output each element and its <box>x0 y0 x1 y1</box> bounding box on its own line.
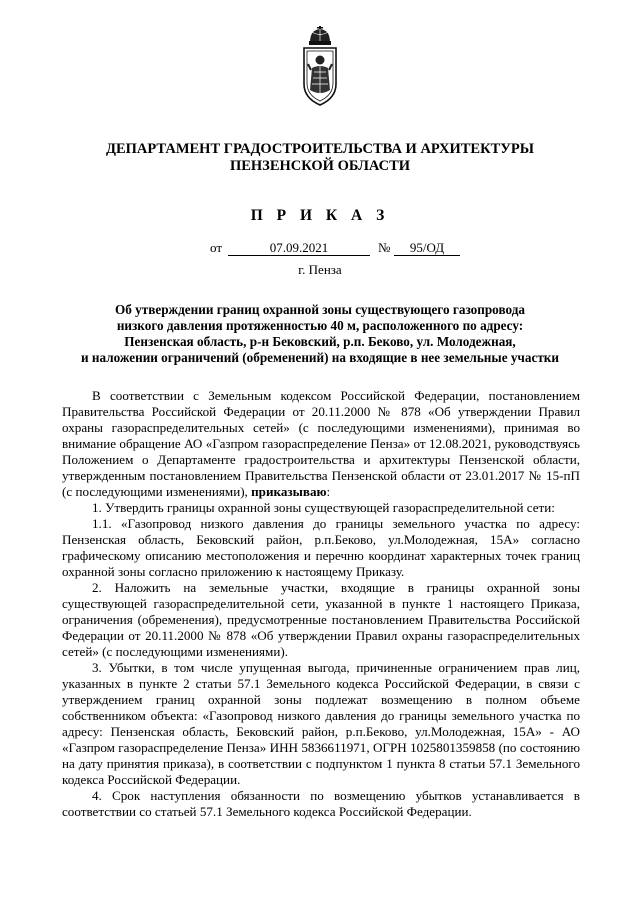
department-name-line2: ПЕНЗЕНСКОЙ ОБЛАСТИ <box>229 158 411 174</box>
subject-line4: и наложении ограничений (обременений) на входящие в нее земельные участки <box>80 350 559 365</box>
subject-line2: низкого давления протяженностью 40 м, расположенного по адресу: <box>116 318 524 333</box>
order-date: 07.09.2021 <box>228 240 370 256</box>
number-label: № <box>378 240 391 255</box>
coat-of-arms-icon <box>298 26 342 108</box>
subject-line3: Пензенская область, р-н Бековский, р.п. Беково, ул. Молодежная, <box>124 334 516 349</box>
order-subject <box>60 302 580 366</box>
document-type-title: П Р И К А З <box>250 207 390 224</box>
paragraph-1: 1. Утвердить границы охранной зоны существующей газораспределительной сети: <box>92 500 555 515</box>
city-line: г. Пенза <box>298 262 342 277</box>
order-number: 95/ОД <box>394 240 460 256</box>
department-name-line1: ДЕПАРТАМЕНТ ГРАДОСТРОИТЕЛЬСТВА И АРХИТЕКТУРЫ <box>105 141 535 157</box>
subject-line1: Об утверждении границ охранной зоны существующего газопровода <box>115 302 525 317</box>
paragraph-3: 3. Убытки, в том числе упущенная выгода, причиненные ограничением прав лиц, указанных в пункте 2 статьи 57.1 Земельного кодекса Российской Федерации, в связи с утверждением границ охранной зоны подлежат возмещению в полном объеме собственником объекта: «Газопровод низкого давления до границы земельного участка по адресу: Пензенская область, Бековский район, р.п.Беково, ул.Молодежная, 15А» - АО «Газпром газораспределение Пенза» ИНН 5836611971, ОГРН 1025801359858 (по состоянию на дату принятия приказа), в соответствии с подпунктом 1 пункта 8 статьи 57.1 Земельного кодекса Российской Федерации. <box>62 660 580 787</box>
intro-colon: : <box>326 484 331 499</box>
department-name <box>60 141 580 175</box>
intro-paragraph <box>62 388 580 500</box>
paragraph-2: 2. Наложить на земельные участки, входящие в границы охранной зоны существующей газораспределительной сети, указанной в пункте 1 настоящего Приказа, ограничения (обременения), предусмотренные постановлением Правительства Российской Федерации от 20.11.2000 № 878 «Об утверждении Правил охраны газораспределительных сетей» (с последующими изменениями). <box>62 580 580 659</box>
paragraph-4: 4. Срок наступления обязанности по возмещению убытков устанавливается в соответствии со статьей 57.1 Земельного кодекса Российской Федерации. <box>62 788 580 819</box>
decree-word: приказываю <box>251 484 327 499</box>
paragraph-1-1: 1.1. «Газопровод низкого давления до границы земельного участка по адресу: Пензенская область, Бековский район, р.п.Беково, ул.Молодежная, 15А» согласно графическому описанию местоположения и перечню координат характерных точек границ охранной зоны согласно приложению к настоящему Приказу. <box>62 516 580 579</box>
from-label: от <box>210 240 223 255</box>
order-body <box>62 388 580 820</box>
intro-text: В соответствии с Земельным кодексом Российской Федерации, постановлением Правительства Российской Федерации от 20.11.2000 № 878 «Об утверждении Правил охраны газораспределительных сетей» (с последующими изменениями), принимая во внимание обращение АО «Газпром газораспределение Пенза» от 12.08.2021, руководствуясь Положением о Департаменте градостроительства и архитектуры Пензенской области, утвержденным постановлением Правительства Пензенской области от 23.01.2017 № 15-пП (с последующими изменениями), <box>62 388 580 499</box>
